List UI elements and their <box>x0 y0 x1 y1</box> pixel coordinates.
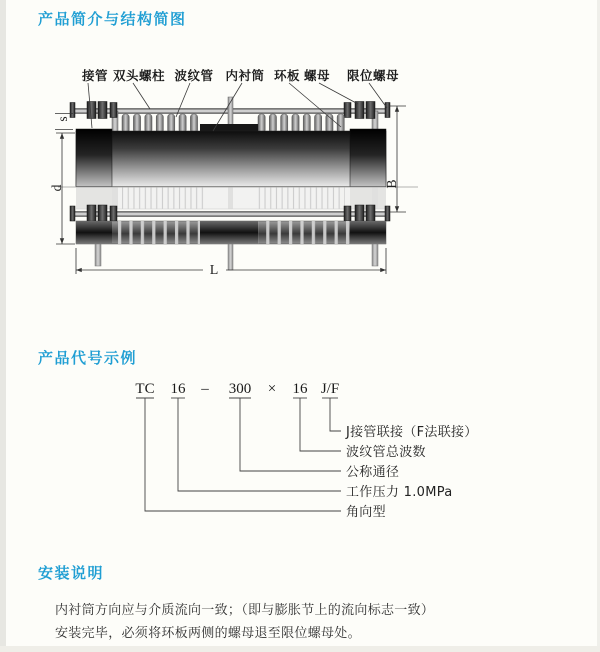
code-token-diameter: 300 <box>228 381 252 397</box>
lower-section-band <box>76 221 386 244</box>
lower-stud-left <box>95 244 101 266</box>
dim-d: d <box>49 184 64 192</box>
code-expl-type: 角向型 <box>346 505 386 520</box>
code-token-times: × <box>267 381 277 397</box>
part-label-xianweiluomu: 限位螺母 <box>346 68 400 83</box>
code-expl-diameter: 公称通径 <box>346 465 400 480</box>
code-token-dash: – <box>201 381 209 397</box>
dim-L: L <box>209 263 219 278</box>
end-pipe-left <box>76 129 112 187</box>
section-heading-code: 产品代号示例 <box>38 349 138 367</box>
lower-stud-center <box>228 244 233 270</box>
install-instruction-line: 内衬筒方向应与介质流向一致；（即与膨胀节上的流向标志一致） <box>55 603 435 618</box>
end-pipe-right <box>350 129 386 187</box>
lower-half-faint <box>76 188 386 210</box>
part-label-shuangtouluozhu: 双头螺柱 <box>112 68 166 83</box>
section-heading-intro: 产品简介与结构简图 <box>38 10 187 28</box>
dim-B: B <box>384 179 399 189</box>
bellows-right <box>258 114 344 133</box>
tie-rod-bottom <box>72 212 388 217</box>
product-code-example <box>135 381 477 520</box>
part-label-bowenguan: 波纹管 <box>174 68 214 83</box>
code-expl-pressure: 工作压力 1.0MPa <box>346 485 453 500</box>
code-token-pressure: 16 <box>170 381 186 397</box>
code-expl-waves: 波纹管总波数 <box>346 445 426 460</box>
code-token-waves: 16 <box>292 381 308 397</box>
code-token-type: TC <box>135 381 155 397</box>
dim-s: s <box>55 116 70 122</box>
code-token-connection: J/F <box>320 381 340 397</box>
section-heading-install: 安装说明 <box>38 564 105 582</box>
install-instruction-line: 安装完毕，必须将环板两侧的螺母退至限位螺母处。 <box>55 626 361 641</box>
expansion-joint-drawing <box>58 97 418 270</box>
part-label-luomu: 螺母 <box>303 68 331 83</box>
part-label-neichentong: 内衬筒 <box>225 68 265 83</box>
lower-stud-right <box>372 244 378 266</box>
main-body <box>76 131 386 187</box>
part-label-huanban: 环板 <box>273 68 301 83</box>
bellows-left <box>122 114 198 133</box>
code-explagainst-connection: J接管联接（F法联接） <box>346 425 478 440</box>
part-label-jieguan: 接管 <box>81 68 109 83</box>
